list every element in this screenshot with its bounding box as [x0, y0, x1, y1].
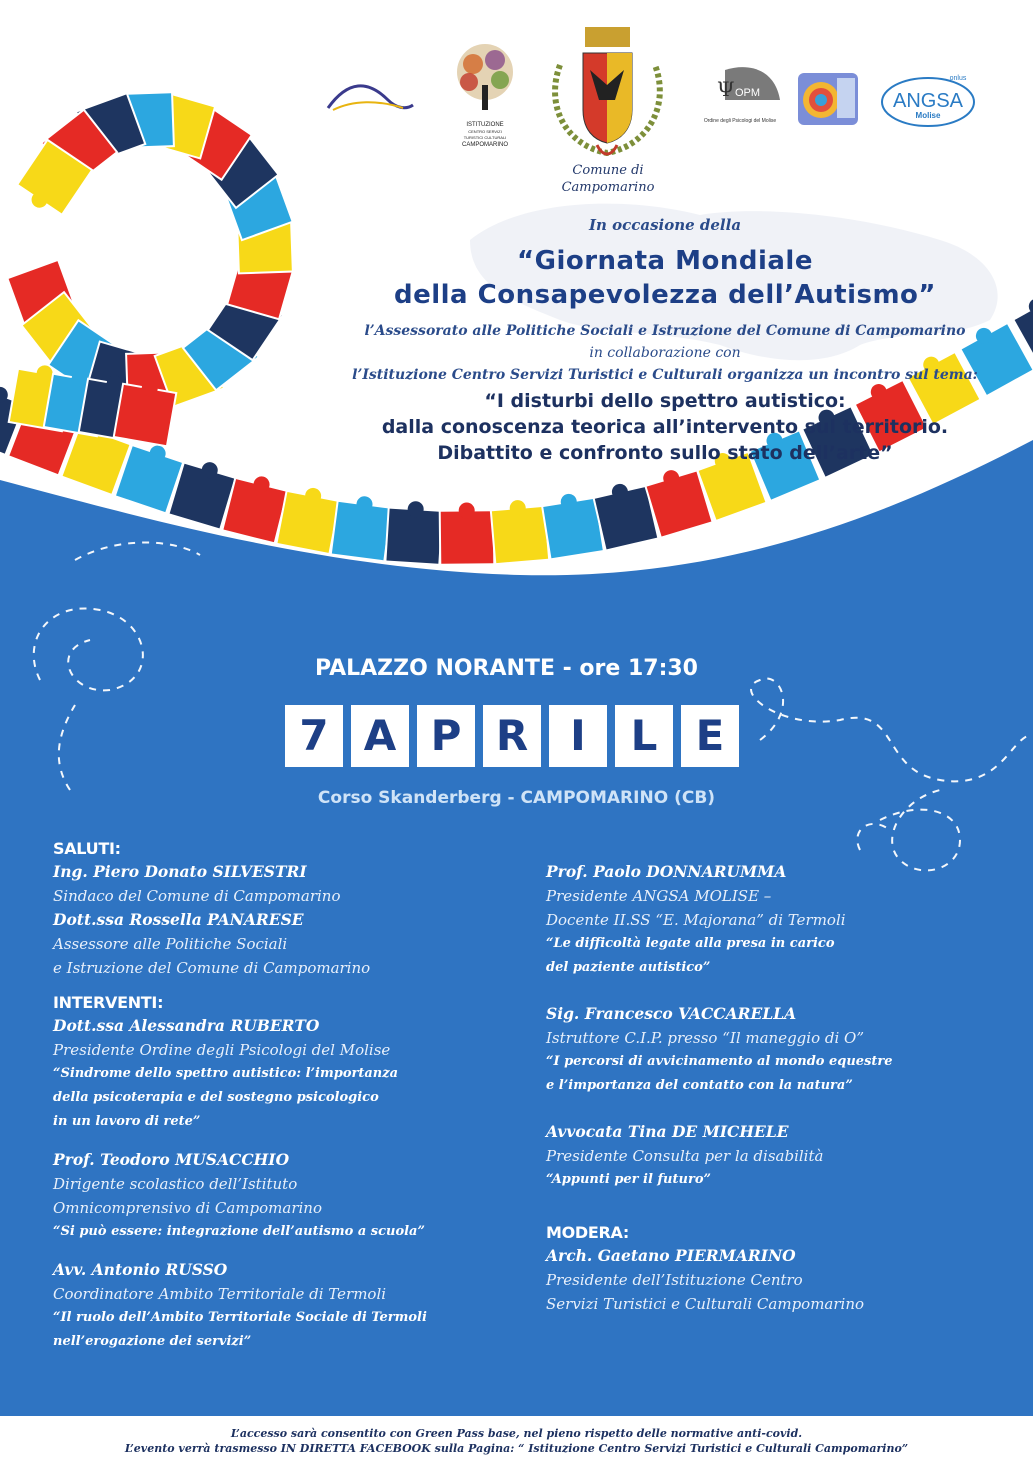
speaker-role: Servizi Turistici e Culturali Campomarino — [546, 1295, 865, 1313]
date-tile: I — [549, 705, 607, 767]
saluti-heading: SALUTI: — [53, 839, 121, 858]
opm-logo — [695, 60, 785, 130]
opm-logo-sub: Ordine degli Psicologi del Molise — [703, 118, 777, 124]
theme-line3: Dibattito e confronto sullo stato dell’arte” — [437, 442, 893, 464]
comune-line2: Campomarino — [561, 180, 655, 195]
organizer-line3: l’Istituzione Centro Servizi Turistici e Culturali organizza un incontro sul tema: — [352, 367, 978, 383]
speaker-name: Dott.ssa Rossella PANARESE — [53, 910, 304, 929]
comune-crest-icon — [545, 25, 670, 160]
theme-line1: “I disturbi dello spettro autistico: — [484, 390, 846, 412]
speaker-role: e Istruzione del Comune di Campomarino — [53, 959, 371, 977]
opm-logo-text: OPM — [735, 87, 761, 99]
organizer-line2: in collaborazione con — [589, 345, 741, 361]
event-title-line1: “Giornata Mondiale — [517, 246, 813, 276]
angsa-logo — [878, 70, 978, 130]
date-tile: L — [615, 705, 673, 767]
colorful-cube-logo — [793, 68, 863, 130]
date-tile: E — [681, 705, 739, 767]
speaker-name: Dott.ssa Alessandra RUBERTO — [53, 1016, 320, 1035]
angsa-text: ANGSA — [892, 90, 964, 112]
theme-title — [300, 388, 1030, 466]
tree-logo-text2: CENTRO SERVIZI — [468, 129, 502, 134]
speaker-role: Presidente dell’Istituzione Centro — [546, 1271, 803, 1289]
speaker-role: Presidente ANGSA MOLISE – — [546, 887, 772, 905]
speaker-role: Omnicomprensivo di Campomarino — [53, 1199, 322, 1217]
tree-logo — [445, 40, 525, 150]
venue-time: PALAZZO NORANTE - ore 17:30 — [315, 656, 698, 681]
talk-title: della psicoterapia e del sostegno psicologico — [53, 1090, 379, 1105]
svg-text:Ψ: Ψ — [717, 77, 735, 101]
comune-label — [548, 162, 668, 196]
angsa-molise: Molise — [915, 111, 941, 120]
speaker-role: Docente II.SS “E. Majorana” di Termoli — [546, 911, 846, 929]
footer-line1: L’accesso sarà consentito con Green Pass base, nel pieno rispetto delle normative anti-covid. — [230, 1427, 803, 1440]
date-tile: A — [351, 705, 409, 767]
talk-title: del paziente autistico” — [546, 960, 711, 975]
angsa-onlus: onlus — [949, 75, 967, 82]
speaker-name: Prof. Teodoro MUSACCHIO — [53, 1150, 290, 1169]
event-title — [300, 244, 1030, 312]
footer-line2: L’evento verrà trasmesso IN DIRETTA FACEBOOK sulla Pagina: “ Istituzione Centro Servizi Turistici e Culturali Campomarino” — [124, 1442, 909, 1455]
occasione-text: In occasione della — [588, 216, 742, 234]
tree-logo-text4: CAMPOMARINO — [461, 142, 509, 148]
talk-title: “Appunti per il futuro” — [546, 1172, 711, 1187]
speaker-name: Arch. Gaetano PIERMARINO — [546, 1246, 796, 1265]
speaker-role: Coordinatore Ambito Territoriale di Termoli — [53, 1285, 387, 1303]
tree-logo-text: ISTITUZIONE — [466, 122, 504, 128]
speaker-role: Presidente Consulta per la disabilità — [546, 1147, 824, 1165]
event-title-line2: della Consapevolezza dell’Autismo” — [393, 280, 937, 310]
interventi-heading: INTERVENTI: — [53, 993, 164, 1012]
theme-line2: dalla conoscenza teorica all’intervento sul territorio. — [381, 416, 949, 438]
speaker-name: Prof. Paolo DONNARUMMA — [546, 862, 787, 881]
comune-line1: Comune di — [572, 163, 644, 178]
talk-title: “Il ruolo dell’Ambito Territoriale Sociale di Termoli — [53, 1310, 427, 1325]
tree-logo-text3: TURISTICI CULTURALI — [463, 135, 507, 140]
talk-title: “Sindrome dello spettro autistico: l’importanza — [53, 1066, 399, 1081]
date-tile: 7 — [285, 705, 343, 767]
program-right-column — [546, 860, 1016, 1316]
speaker-role: Istruttore C.I.P. presso “Il maneggio di O” — [546, 1029, 865, 1047]
talk-title: e l’importanza del contatto con la natura” — [546, 1078, 853, 1093]
talk-title: in un lavoro di rete” — [53, 1114, 201, 1129]
organizer-text — [300, 320, 1030, 386]
speaker-name: Sig. Francesco VACCARELLA — [546, 1004, 797, 1023]
speaker-name: Avvocata Tina DE MICHELE — [546, 1122, 789, 1141]
talk-title: nell’erogazione dei servizi” — [53, 1334, 252, 1349]
speaker-role: Sindaco del Comune di Campomarino — [53, 887, 341, 905]
talk-title: “Si può essere: integrazione dell’autismo a scuola” — [53, 1224, 425, 1239]
speaker-role: Presidente Ordine degli Psicologi del Molise — [53, 1041, 391, 1059]
date-puzzle — [285, 705, 755, 767]
organizer-line1: l’Assessorato alle Politiche Sociali e Istruzione del Comune di Campomarino — [364, 323, 966, 339]
speaker-role: Assessore alle Politiche Sociali — [53, 935, 288, 953]
talk-title: “I percorsi di avvicinamento al mondo equestre — [546, 1054, 893, 1069]
event-address: Corso Skanderberg - CAMPOMARINO (CB) — [317, 788, 716, 808]
speaker-name: Avv. Antonio RUSSO — [53, 1260, 228, 1279]
ambito-logo — [318, 70, 418, 120]
modera-heading: MODERA: — [546, 1223, 630, 1242]
speaker-name: Ing. Piero Donato SILVESTRI — [53, 862, 307, 881]
date-tile: P — [417, 705, 475, 767]
program-left-column — [53, 838, 523, 1354]
intro-block — [300, 216, 1030, 466]
footer-notice — [0, 1416, 1033, 1473]
date-tile: R — [483, 705, 541, 767]
speaker-role: Dirigente scolastico dell’Istituto — [53, 1175, 298, 1193]
talk-title: “Le difficoltà legate alla presa in carico — [546, 936, 835, 951]
